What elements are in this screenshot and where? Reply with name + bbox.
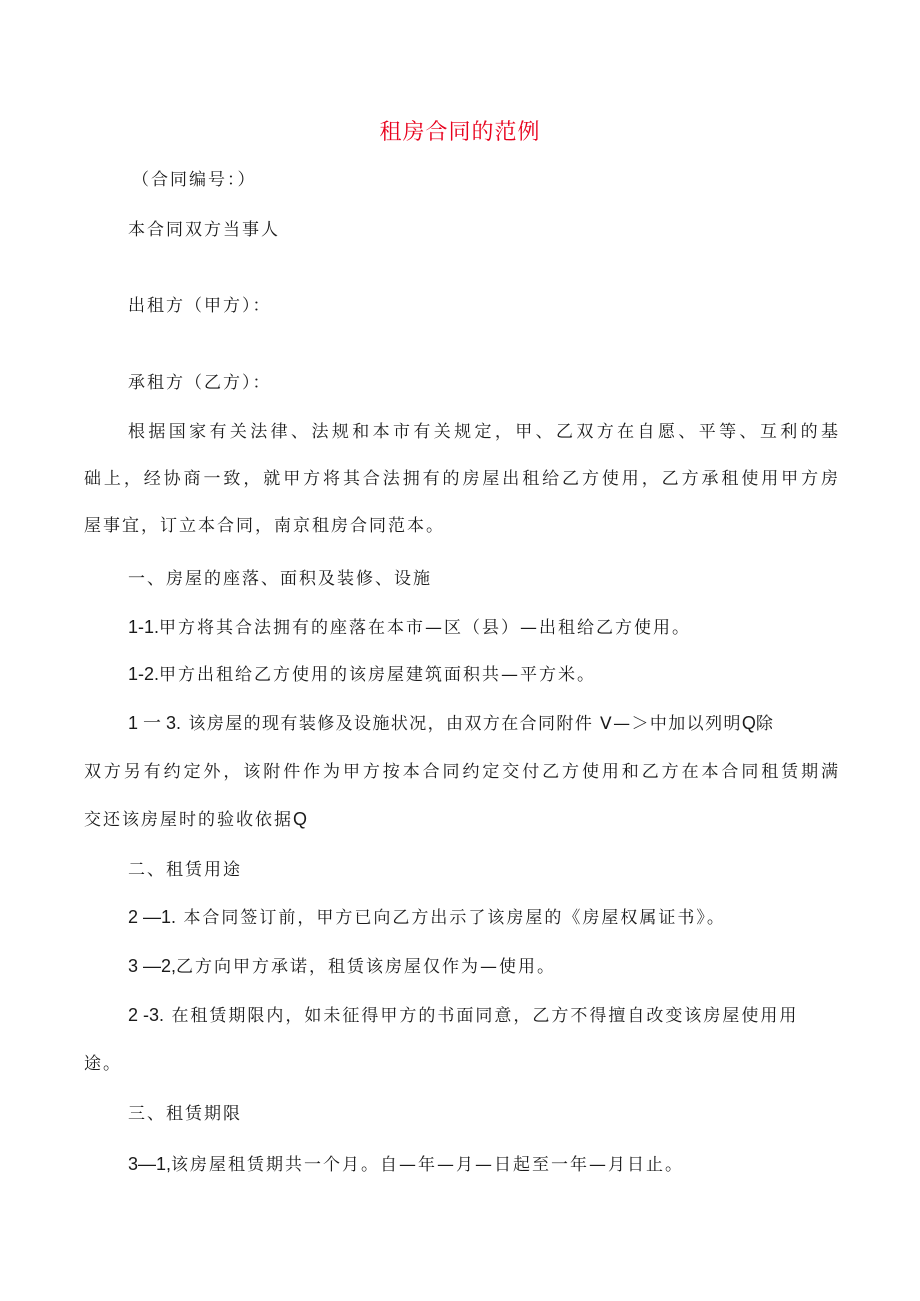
clause-1-3-line-2: 双方另有约定外，该附件作为甲方按本合同约定交付乙方使用和乙方在本合同租赁期满 bbox=[84, 762, 840, 782]
clause-1-3-text-b: 除 bbox=[755, 714, 775, 734]
clause-3-1-text: 该房屋租赁期共一个月。自—年—月—日起至一年—月日止。 bbox=[171, 1155, 685, 1175]
section-3-heading: 三、租赁期限 bbox=[128, 1104, 242, 1124]
preamble-line-1: 根据国家有关法律、法规和本市有关规定，甲、乙双方在自愿、平等、互利的基 bbox=[128, 422, 840, 442]
clause-2-1 bbox=[128, 905, 726, 930]
clause-3-1 bbox=[128, 1152, 684, 1177]
contract-number: （合同编号：） bbox=[132, 170, 257, 190]
clause-2-3-text: 在租赁期限内，如未征得甲方的书面同意，乙方不得擅自改变该房屋使用用 bbox=[171, 1006, 799, 1026]
clause-1-2 bbox=[128, 662, 596, 687]
clause-1-3-number: 1 一 3. bbox=[128, 713, 182, 733]
clause-1-3-line-1 bbox=[128, 711, 840, 736]
clause-1-3-line-3-q: Q bbox=[293, 809, 308, 829]
clause-1-1-number: 1-1. bbox=[128, 617, 160, 637]
clause-1-3-q-mark: Q bbox=[741, 713, 756, 733]
clause-1-1-text: 甲方将其合法拥有的座落在本市—区（县）—出租给乙方使用。 bbox=[159, 618, 692, 638]
clause-2-3-number: 2 -3. bbox=[128, 1005, 165, 1025]
section-1-heading: 一、房屋的座落、面积及装修、设施 bbox=[128, 569, 432, 589]
clause-1-2-text: 甲方出租给乙方使用的该房屋建筑面积共—平方米。 bbox=[159, 665, 597, 685]
preamble-line-2: 础上，经协商一致，就甲方将其合法拥有的房屋出租给乙方使用，乙方承租使用甲方房 bbox=[84, 469, 840, 489]
clause-2-3-line-1 bbox=[128, 1003, 840, 1028]
clause-3-1-number: 3—1, bbox=[128, 1154, 172, 1174]
clause-2-1-text: 本合同签订前，甲方已向乙方出示了该房屋的《房屋权属证书》。 bbox=[183, 908, 726, 928]
clause-2-2 bbox=[128, 954, 556, 979]
lessee-label: 承租方（乙方）： bbox=[128, 373, 272, 393]
clause-2-1-number: 2 —1. bbox=[128, 907, 177, 927]
parties-intro: 本合同双方当事人 bbox=[128, 220, 280, 240]
lessor-label: 出租方（甲方）： bbox=[128, 296, 272, 316]
clause-1-3-line-3-text: 交还该房屋时的验收依据 bbox=[84, 810, 293, 830]
clause-1-2-number: 1-2. bbox=[128, 664, 160, 684]
clause-2-3-line-2: 途。 bbox=[84, 1054, 122, 1074]
clause-1-3-line-3 bbox=[84, 807, 307, 832]
clause-1-1 bbox=[128, 615, 691, 640]
clause-2-2-number: 3 —2, bbox=[128, 956, 177, 976]
clause-1-3-text-a: 该房屋的现有装修及设施状况，由双方在合同附件 V—＞中加以列明 bbox=[188, 714, 742, 734]
preamble-line-3: 屋事宜，订立本合同，南京租房合同范本。 bbox=[84, 516, 445, 536]
clause-2-2-text: 乙方向甲方承诺，租赁该房屋仅作为—使用。 bbox=[176, 957, 557, 977]
section-2-heading: 二、租赁用途 bbox=[128, 860, 242, 880]
document-title: 租房合同的范例 bbox=[379, 120, 541, 145]
